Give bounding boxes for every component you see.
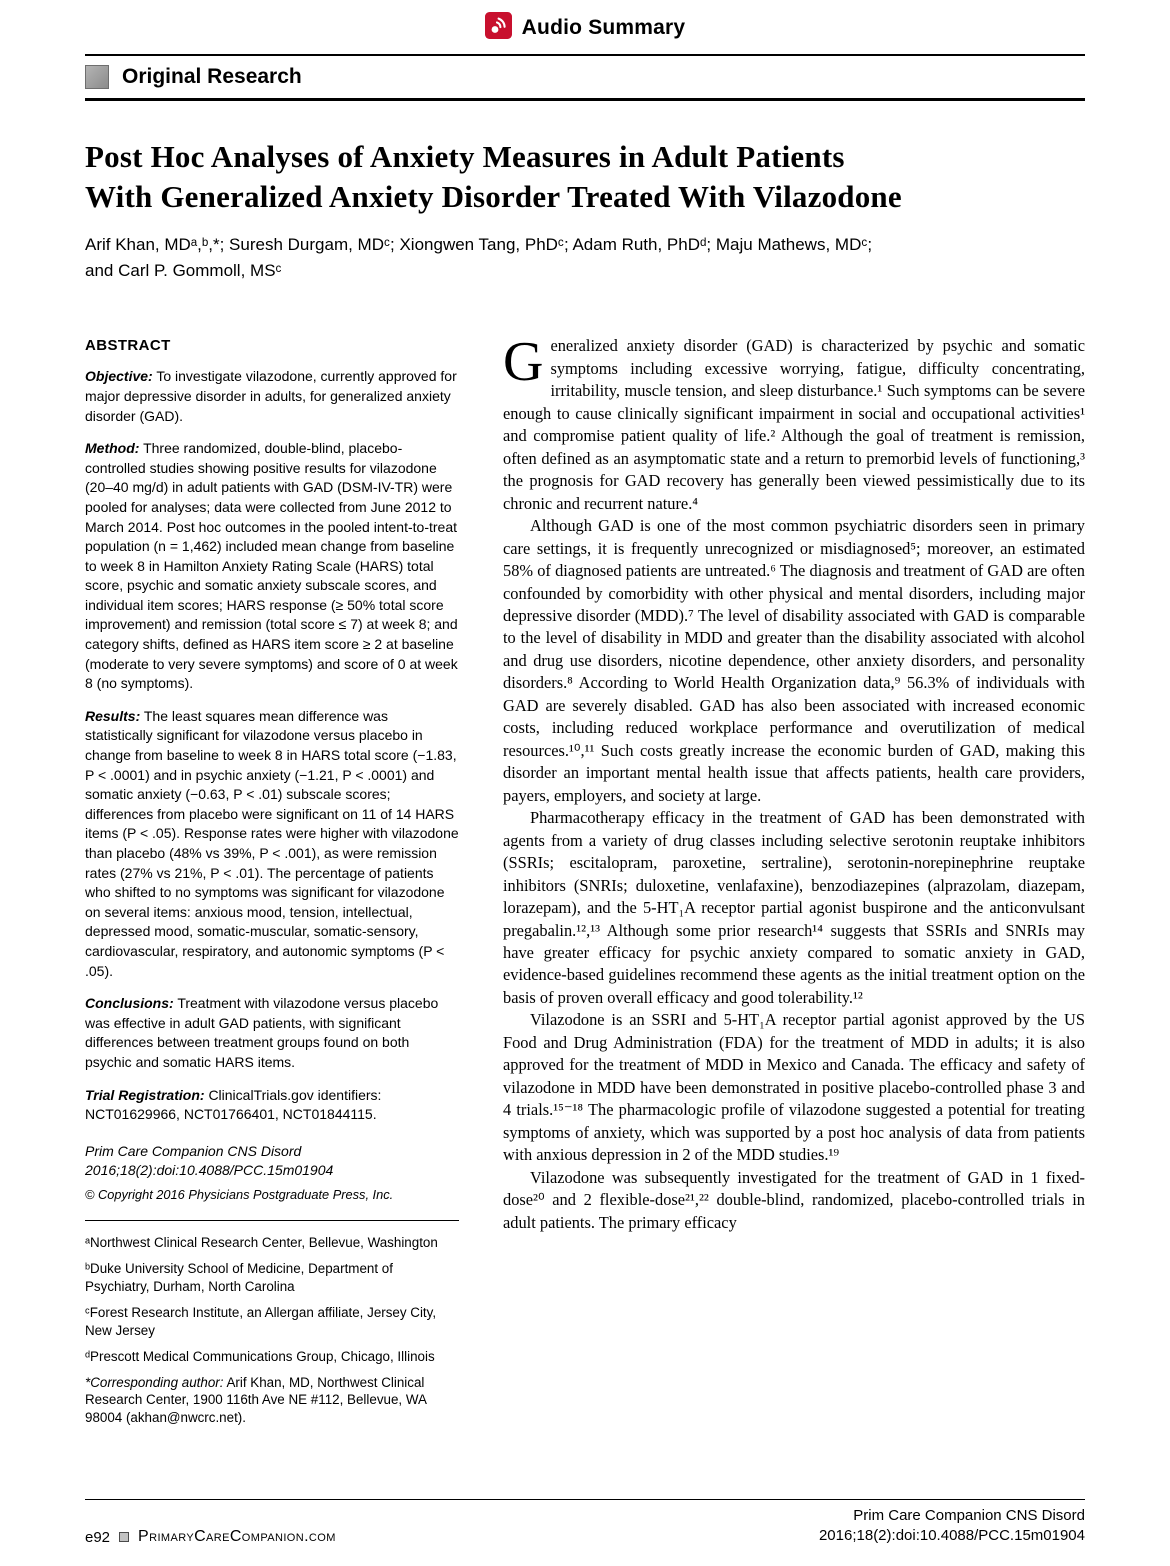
gray-square-icon — [85, 65, 109, 89]
abstract-heading: ABSTRACT — [85, 337, 171, 355]
section-rule — [85, 98, 1085, 101]
abstract-method-text: Three randomized, double-blind, placebo-controlled studies showing positive results for vilazodone (20–40 mg/d) in adult patients with GAD (DSM-IV-TR) were pooled for analyses; data were collected from June 2012 to March 2014. Post hoc outcomes in the pooled intent-to-treat population (n = 1,462) included mean change from baseline to week 8 in Hamilton Anxiety Rating Scale (HARS) total score, psychic and somatic anxiety subscale scores, and individual item scores; HARS response (≥ 50% total score improvement) and remission (total score ≤ 7) at week 8; and category shifts, defined as HARS item score ≥ 2 at baseline (moderate to very severe symptoms) and score of 0 at week 8 (no symptoms). — [85, 440, 458, 692]
corresponding-author-text: Arif Khan, MD, Northwest Clinical Research Center, 1900 116th Ave NE #112, Bellevue, WA 98004 (akhan@nwcrc.net). — [85, 1374, 427, 1426]
abstract-conclusions — [85, 994, 459, 1072]
abstract-results — [85, 707, 459, 981]
affiliation-c: ᶜForest Research Institute, an Allergan affiliate, Jersey City, New Jersey — [85, 1304, 437, 1338]
audio-summary-link[interactable] — [85, 10, 1085, 54]
footer-journal-info — [819, 1506, 1085, 1547]
small-square-icon — [119, 1532, 129, 1542]
corresponding-author — [85, 1374, 459, 1428]
footer-site-name: PrimaryCareCompanion.com — [138, 1528, 336, 1545]
copyright-notice: © Copyright 2016 Physicians Postgraduate Press, Inc. — [85, 1186, 394, 1202]
article-body — [85, 331, 1085, 1435]
paragraph-5: Vilazodone was subsequently investigated for the treatment of GAD in 1 fixed-dose²⁰ and 2 flexible-dose²¹,²² double-blind, randomized, placebo-controlled trials in adult patients. The primary efficacy — [503, 1167, 1085, 1232]
paragraph-4: Vilazodone is an SSRI and 5-HT₁A receptor partial agonist approved by the US Food and Drug Administration (FDA) for the treatment of MDD in adults; it is also approved for the treatment of MDD in Mexico and Canada. The efficacy and safety of vilazodone in MDD have been demonstrated in positive placebo-controlled phase 3 and 4 trials.¹⁵⁻¹⁸ The pharmacologic profile of vilazodone suggested a potential for treating symptoms of anxiety, which was supported by a post hoc analysis of data from patients with anxious depression in 2 of the MDD studies.¹⁹ — [503, 1010, 1085, 1165]
affiliation-a: ᵃNorthwest Clinical Research Center, Bellevue, Washington — [85, 1234, 438, 1250]
abstract-results-label: Results: — [85, 707, 141, 724]
page-footer — [85, 1506, 1085, 1547]
author-list — [85, 232, 1085, 283]
footer-journal-line-1: Prim Care Companion CNS Disord — [853, 1506, 1085, 1524]
footer-left — [85, 1528, 336, 1546]
paragraph-2: Although GAD is one of the most common psychiatric disorders seen in primary care settings, it is frequently unrecognized or misdiagnosed⁵; moreover, an estimated 58% of diagnosed patients are untreated.⁶ The diagnosis and treatment of GAD are often confounded by comorbidity with other physical and mental disorders, including major depressive disorder (MDD).⁷ The level of disability associated with GAD is comparable to the level of disability in MDD and greater than the disability associated with alcohol and drug use disorders, nicotine dependence, other anxiety disorders, and personality disorders.⁸ According to World Health Organization data,⁹ 56.3% of individuals with GAD are severely disabled. GAD has also been associated with increased economic costs, including reduced workplace performance and overutilization of medical resources.¹⁰,¹¹ Such costs greatly increase the economic burden of GAD, making this disorder an important mental health issue that affects patients, health care providers, payers, employers, and society at large. — [503, 516, 1085, 805]
affiliation-divider — [85, 1220, 459, 1221]
paragraph-3: Pharmacotherapy efficacy in the treatment of GAD has been demonstrated with agents from a variety of drug classes including selective serotonin reuptake inhibitors (SSRIs; escitalopram, paroxetine, sertraline), serotonin-norepinephrine reuptake inhibitors (SNRIs; duloxetine, venlafaxine), benzodiazepines (alprazolam, diazepam, lorazepam), and the 5-HT₁A receptor partial agonist buspirone and the anticonvulsant pregabalin.¹²,¹³ Although some prior research¹⁴ suggests that SSRIs and SNRIs may have greater efficacy for psychic anxiety compared to somatic anxiety in GAD, evidence-based guidelines recommend these agents as the initial treatment option on the basis of proven overall efficacy and good tolerability.¹² — [503, 808, 1085, 1007]
title-line-1: Post Hoc Analyses of Anxiety Measures in Adult Patients — [85, 139, 845, 174]
abstract-objective-label: Objective: — [85, 368, 153, 385]
abstract-trial-registration-label: Trial Registration: — [85, 1086, 205, 1103]
dropcap-letter: G — [503, 331, 544, 394]
journal-citation: Prim Care Companion CNS Disord 2016;18(2):doi:10.4088/PCC.15m01904 — [85, 1142, 334, 1179]
intro-paragraph — [503, 331, 1085, 515]
audio-summary-label[interactable]: Audio Summary — [521, 16, 686, 39]
footer-journal-line-2: 2016;18(2):doi:10.4088/PCC.15m01904 — [818, 1526, 1085, 1544]
abstract-objective — [85, 367, 459, 426]
abstract-method-label: Method: — [85, 440, 140, 457]
main-text-column — [503, 331, 1085, 1435]
page-number: e92 — [85, 1528, 111, 1546]
article-title — [85, 137, 1085, 216]
affiliation-b: ᵇDuke University School of Medicine, Department of Psychiatry, Durham, North Carolina — [85, 1260, 393, 1294]
footer-rule — [85, 1499, 1085, 1500]
abstract-trial-registration — [85, 1086, 459, 1125]
abstract-trial-registration-text: ClinicalTrials.gov identifiers: NCT01629966, NCT01766401, NCT01844115. — [85, 1086, 382, 1123]
abstract-conclusions-text: Treatment with vilazodone versus placebo was effective in adult GAD patients, with significant differences between treatment groups found on both psychic and somatic HARS items. — [85, 995, 439, 1070]
corresponding-author-label: *Corresponding author: — [85, 1374, 224, 1390]
title-line-2: With Generalized Anxiety Disorder Treated With Vilazodone — [85, 178, 902, 214]
authors-line-2: and Carl P. Gommoll, MSᶜ — [85, 260, 282, 280]
section-band — [85, 56, 1085, 98]
abstract-objective-text: To investigate vilazodone, currently approved for major depressive disorder in adults, for generalized anxiety disorder (GAD). — [85, 368, 457, 424]
audio-speaker-icon[interactable] — [485, 12, 512, 44]
intro-paragraph-text: eneralized anxiety disorder (GAD) is characterized by psychic and somatic symptoms including excessive worrying, fatigue, difficulty concentrating, irritability, muscle tension, and sleep disturbance.¹ Such symptoms can be severe enough to cause clinically significant impairment in social and occupational activities¹ and compromise patient quality of life.² Although the goal of treatment is remission, often defined as an asymptomatic state and a return to premorbid levels of functioning,³ the prognosis for GAD recovery has generally been viewed pessimistically due to its chronic and recurrent nature.⁴ — [503, 336, 1085, 513]
abstract-conclusions-label: Conclusions: — [85, 995, 174, 1012]
abstract-method — [85, 439, 459, 694]
section-label: Original Research — [122, 65, 302, 88]
abstract-column — [85, 335, 459, 1435]
abstract-results-text: The least squares mean difference was statistically significant for vilazodone versus placebo in change from baseline to week 8 in HARS total score (−1.83, P < .0001) and in psychic anxiety (−1.21, P < .0001) and somatic anxiety (−0.63, P < .01) subscale scores; differences from placebo were significant on 11 of 14 HARS items (P < .05). Response rates were higher with vilazodone than placebo (48% vs 39%, P < .001), as were remission rates (27% vs 21%, P < .01). The percentage of patients who shifted to no symptoms was significant for vilazodone on several items: anxious mood, tension, intellectual, depressed mood, somatic-muscular, somatic-sensory, cardiovascular, respiratory, and autonomic symptoms (P < .05). — [85, 707, 459, 979]
authors-line-1: Arif Khan, MDᵃ,ᵇ,*; Suresh Durgam, MDᶜ; Xiongwen Tang, PhDᶜ; Adam Ruth, PhDᵈ; Maju Mathews, MDᶜ; — [85, 235, 873, 255]
affiliation-d: ᵈPrescott Medical Communications Group, Chicago, Illinois — [85, 1348, 435, 1364]
